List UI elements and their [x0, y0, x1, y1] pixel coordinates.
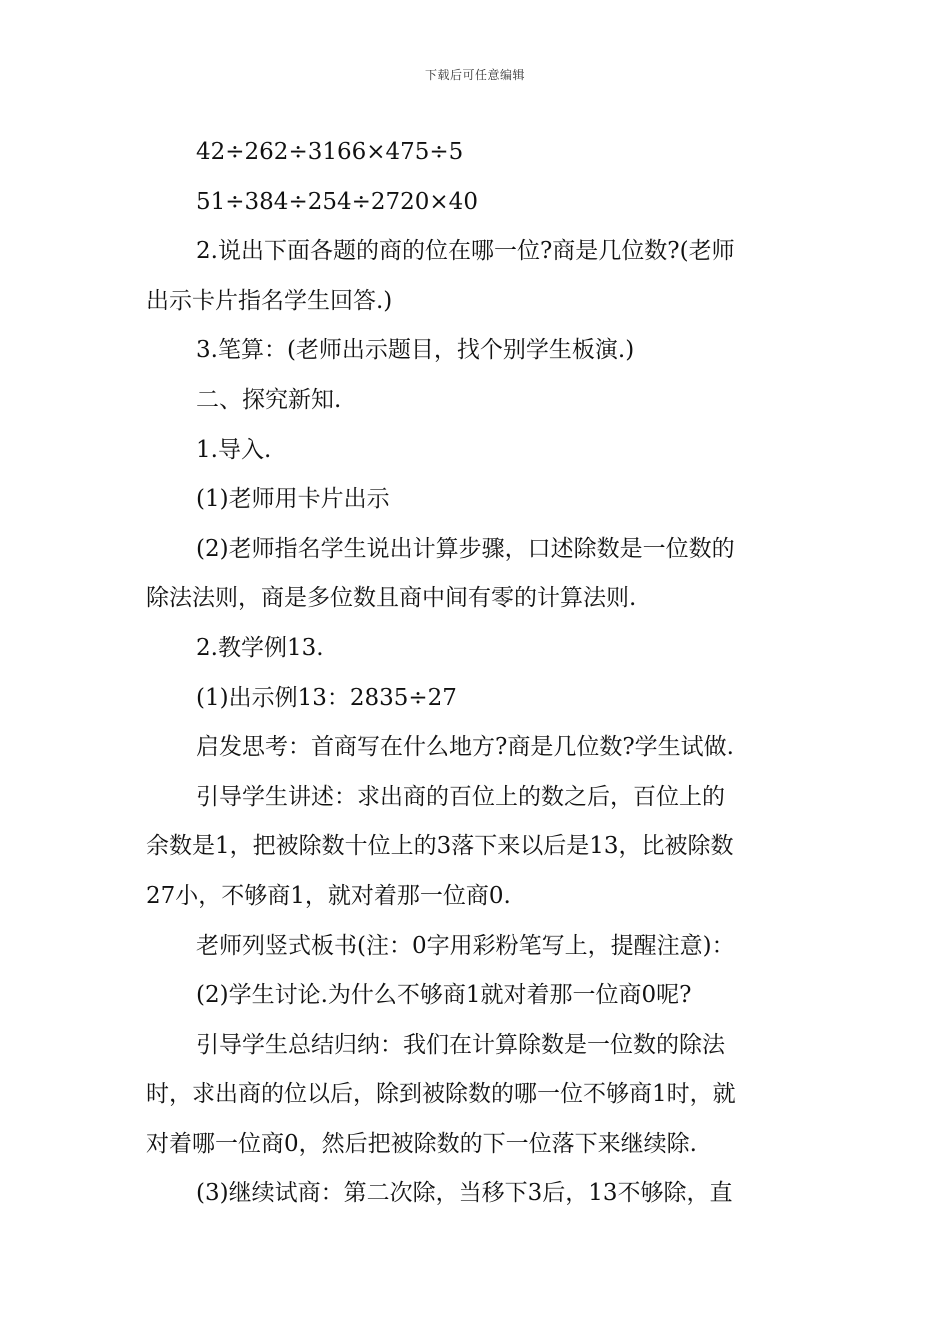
text-line-11: 2.教学例13. [196, 634, 324, 661]
text-line-9: (2)老师指名学生说出计算步骤，口述除数是一位数的 [196, 535, 735, 562]
page-header: 下载后可任意编辑 [424, 68, 525, 82]
text-line-20: 时，求出商的位以后，除到被除数的哪一位不够商1时，就 [146, 1081, 736, 1108]
text-line-19: 引导学生总结归纳：我们在计算除数是一位数的除法 [196, 1031, 725, 1058]
text-line-8: (1)老师用卡片出示 [196, 486, 390, 513]
text-line-18: (2)学生讨论.为什么不够商1就对着那一位商0呢? [196, 982, 692, 1009]
text-line-2: 51÷384÷254÷2720×40 [196, 188, 478, 215]
text-line-1: 42÷262÷3166×475÷5 [196, 139, 464, 165]
text-line-10: 除法法则，商是多位数且商中间有零的计算法则. [146, 585, 637, 612]
text-line-5: 3.笔算：(老师出示题目，找个别学生板演.) [196, 337, 635, 364]
text-line-17: 老师列竖式板书(注：0字用彩粉笔写上，提醒注意)： [196, 932, 735, 959]
text-line-16: 27小，不够商1，就对着那一位商0. [146, 882, 511, 909]
text-line-14: 引导学生讲述：求出商的百位上的数之后，百位上的 [196, 783, 725, 810]
text-line-7: 1.导入. [196, 436, 272, 463]
text-line-15: 余数是1，把被除数十位上的3落下来以后是13，比被除数 [146, 833, 734, 860]
text-line-13: 启发思考：首商写在什么地方?商是几位数?学生试做. [196, 734, 734, 761]
text-line-12: (1)出示例13：2835÷27 [196, 684, 457, 711]
section-heading: 二、探究新知. [196, 386, 342, 413]
document-body [146, 128, 810, 1219]
text-line-3: 2.说出下面各题的商的位在哪一位?商是几位数?(老师 [196, 238, 735, 265]
text-line-22: (3)继续试商：第二次除，当移下3后，13不够除，直 [196, 1180, 733, 1207]
text-line-21: 对着哪一位商0，然后把被除数的下一位落下来继续除. [146, 1130, 697, 1157]
text-line-4: 出示卡片指名学生回答.) [146, 287, 393, 314]
